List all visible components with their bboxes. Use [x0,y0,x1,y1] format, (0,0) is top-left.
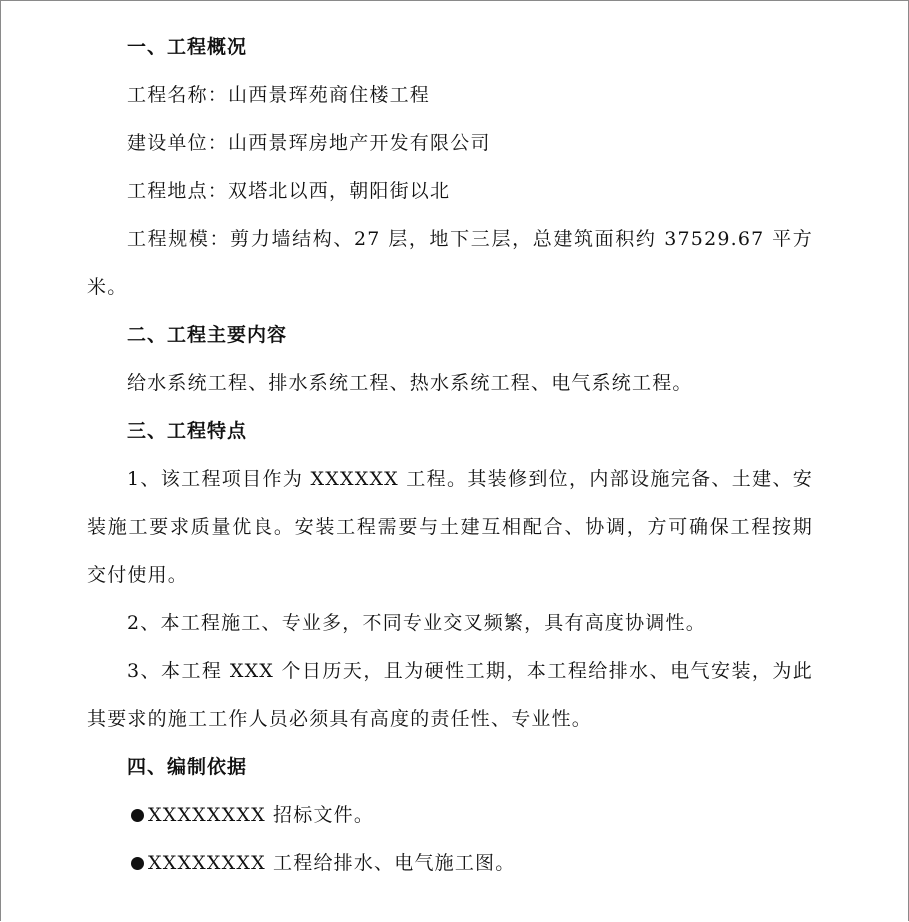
location-line: 工程地点：双塔北以西，朝阳街以北 [127,180,451,202]
scale-paragraph: 工程规模：剪力墙结构、27 层，地下三层，总建筑面积约 37529.67 平方米。 [87,228,813,298]
basis-bullet-1 [87,791,813,839]
project-name-line: 工程名称：山西景珲苑商住楼工程 [127,84,431,106]
document-body [87,23,813,887]
basis-bullet-2-text: XXXXXXXX 工程给排水、电气施工图。 [148,852,516,874]
main-content-paragraph: 给水系统工程、排水系统工程、热水系统工程、电气系统工程。 [127,372,693,394]
section-heading-overview: 一、工程概况 [127,36,248,58]
feature-item-1: 1、该工程项目作为 XXXXXX 工程。其装修到位，内部设施完备、土建、安装施工要求质量优良。安装工程需要与土建互相配合、协调，方可确保工程按期交付使用。 [87,468,813,586]
bullet-dot-icon [131,809,144,822]
feature-item-2: 2、本工程施工、专业多，不同专业交叉频繁，具有高度协调性。 [127,612,706,634]
feature-item-3: 3、本工程 XXX 个日历天，且为硬性工期，本工程给排水、电气安装，为此其要求的施工工作人员必须具有高度的责任性、专业性。 [87,660,813,730]
bullet-dot-icon [131,857,144,870]
builder-line: 建设单位：山西景珲房地产开发有限公司 [127,132,491,154]
section-heading-main-content: 二、工程主要内容 [127,324,288,346]
section-heading-basis: 四、编制依据 [127,756,248,778]
basis-bullet-2 [87,839,813,887]
section-heading-features: 三、工程特点 [127,420,248,442]
basis-bullet-1-text: XXXXXXXX 招标文件。 [148,804,375,826]
